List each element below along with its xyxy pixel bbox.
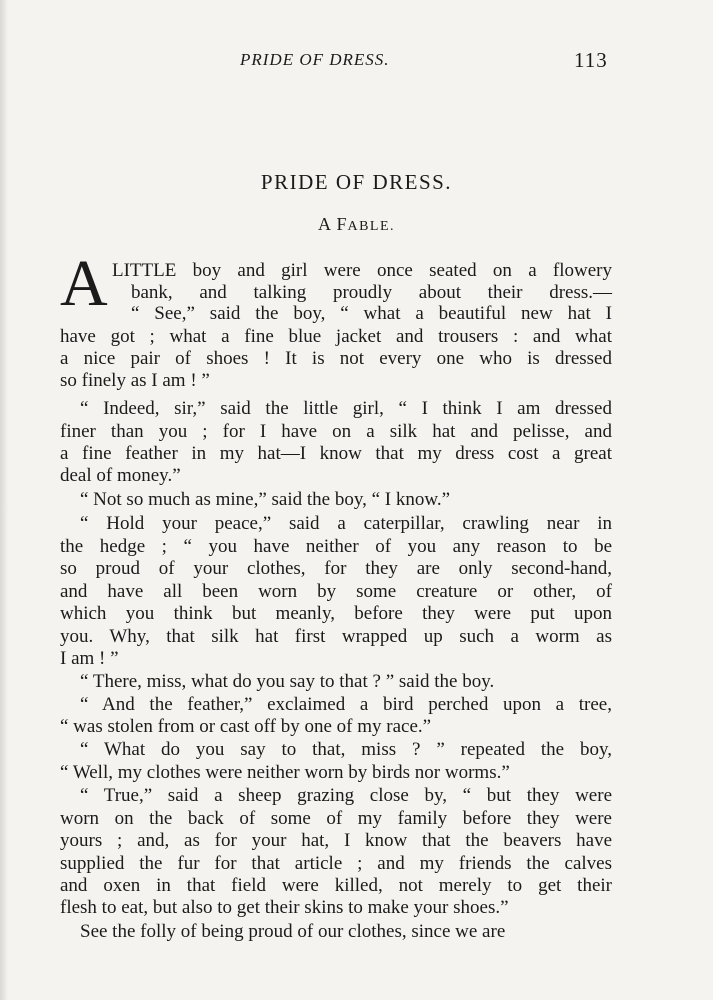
text-line: See the folly of being proud of our clothes, since we are	[80, 921, 506, 942]
subtitle-word-initial: F	[336, 214, 348, 234]
text-line: “ What do you say to that, miss ? ” repeated the boy,	[80, 739, 612, 760]
subtitle	[0, 214, 713, 235]
text-line: have got ; what a fine blue jacket and trousers : and what	[60, 326, 612, 347]
text-line: “ Not so much as mine,” said the boy, “ I know.”	[80, 489, 451, 510]
running-head	[0, 50, 713, 74]
page-number: 113	[574, 48, 608, 72]
text-line: “ And the feather,” exclaimed a bird perched upon a tree,	[80, 694, 612, 715]
running-title: PRIDE OF DRESS.	[240, 50, 390, 69]
text-line: which you think but meanly, before they were put upon	[60, 603, 612, 624]
text-line: “ See,” said the boy, “ what a beautiful new hat I	[131, 303, 612, 324]
text-line: supplied the fur for that article ; and my friends the calves	[60, 853, 612, 874]
text-line: “ Indeed, sir,” said the little girl, “ I think I am dressed	[80, 398, 612, 419]
text-line: yours ; and, as for your hat, I know that the beavers have	[60, 830, 612, 851]
text-line: and have all been worn by some creature or other, of	[60, 581, 612, 602]
text-line: “ True,” said a sheep grazing close by, “ but they were	[80, 785, 612, 806]
drop-cap: A	[60, 247, 108, 320]
text-line: finer than you ; for I have on a silk hat and pelisse, and	[60, 421, 612, 442]
text-line: deal of money.”	[60, 465, 181, 486]
page-edge-shadow	[0, 0, 8, 1000]
text-line: I am ! ”	[60, 648, 119, 669]
text-line: LITTLE boy and girl were once seated on a flowery	[112, 260, 612, 281]
text-line: and oxen in that field were killed, not merely to get their	[60, 875, 612, 896]
subtitle-word-rest: ABLE.	[347, 219, 396, 234]
text-line: “ Hold your peace,” said a caterpillar, crawling near in	[80, 513, 612, 534]
text-line: a nice pair of shoes ! It is not every one who is dressed	[60, 348, 612, 369]
text-line: so finely as I am ! ”	[60, 370, 210, 391]
chapter-title: PRIDE OF DRESS.	[260, 170, 453, 194]
text-line: you. Why, that silk hat first wrapped up such a worm as	[60, 626, 612, 647]
text-line: the hedge ; “ you have neither of you any reason to be	[60, 536, 612, 557]
text-line: “ There, miss, what do you say to that ? ” said the boy.	[80, 671, 495, 692]
text-line: flesh to eat, but also to get their skins to make your shoes.”	[60, 897, 509, 918]
text-line: bank, and talking proudly about their dress.—	[131, 282, 612, 303]
text-line: “ Well, my clothes were neither worn by birds nor worms.”	[60, 762, 510, 783]
text-line: so proud of your clothes, for they are only second-hand,	[60, 558, 612, 579]
text-line: “ was stolen from or cast off by one of my race.”	[60, 716, 432, 737]
text-line: worn on the back of some of my family before they were	[60, 808, 612, 829]
subtitle-article: A	[317, 214, 331, 234]
text-line: a fine feather in my hat—I know that my dress cost a great	[60, 443, 612, 464]
